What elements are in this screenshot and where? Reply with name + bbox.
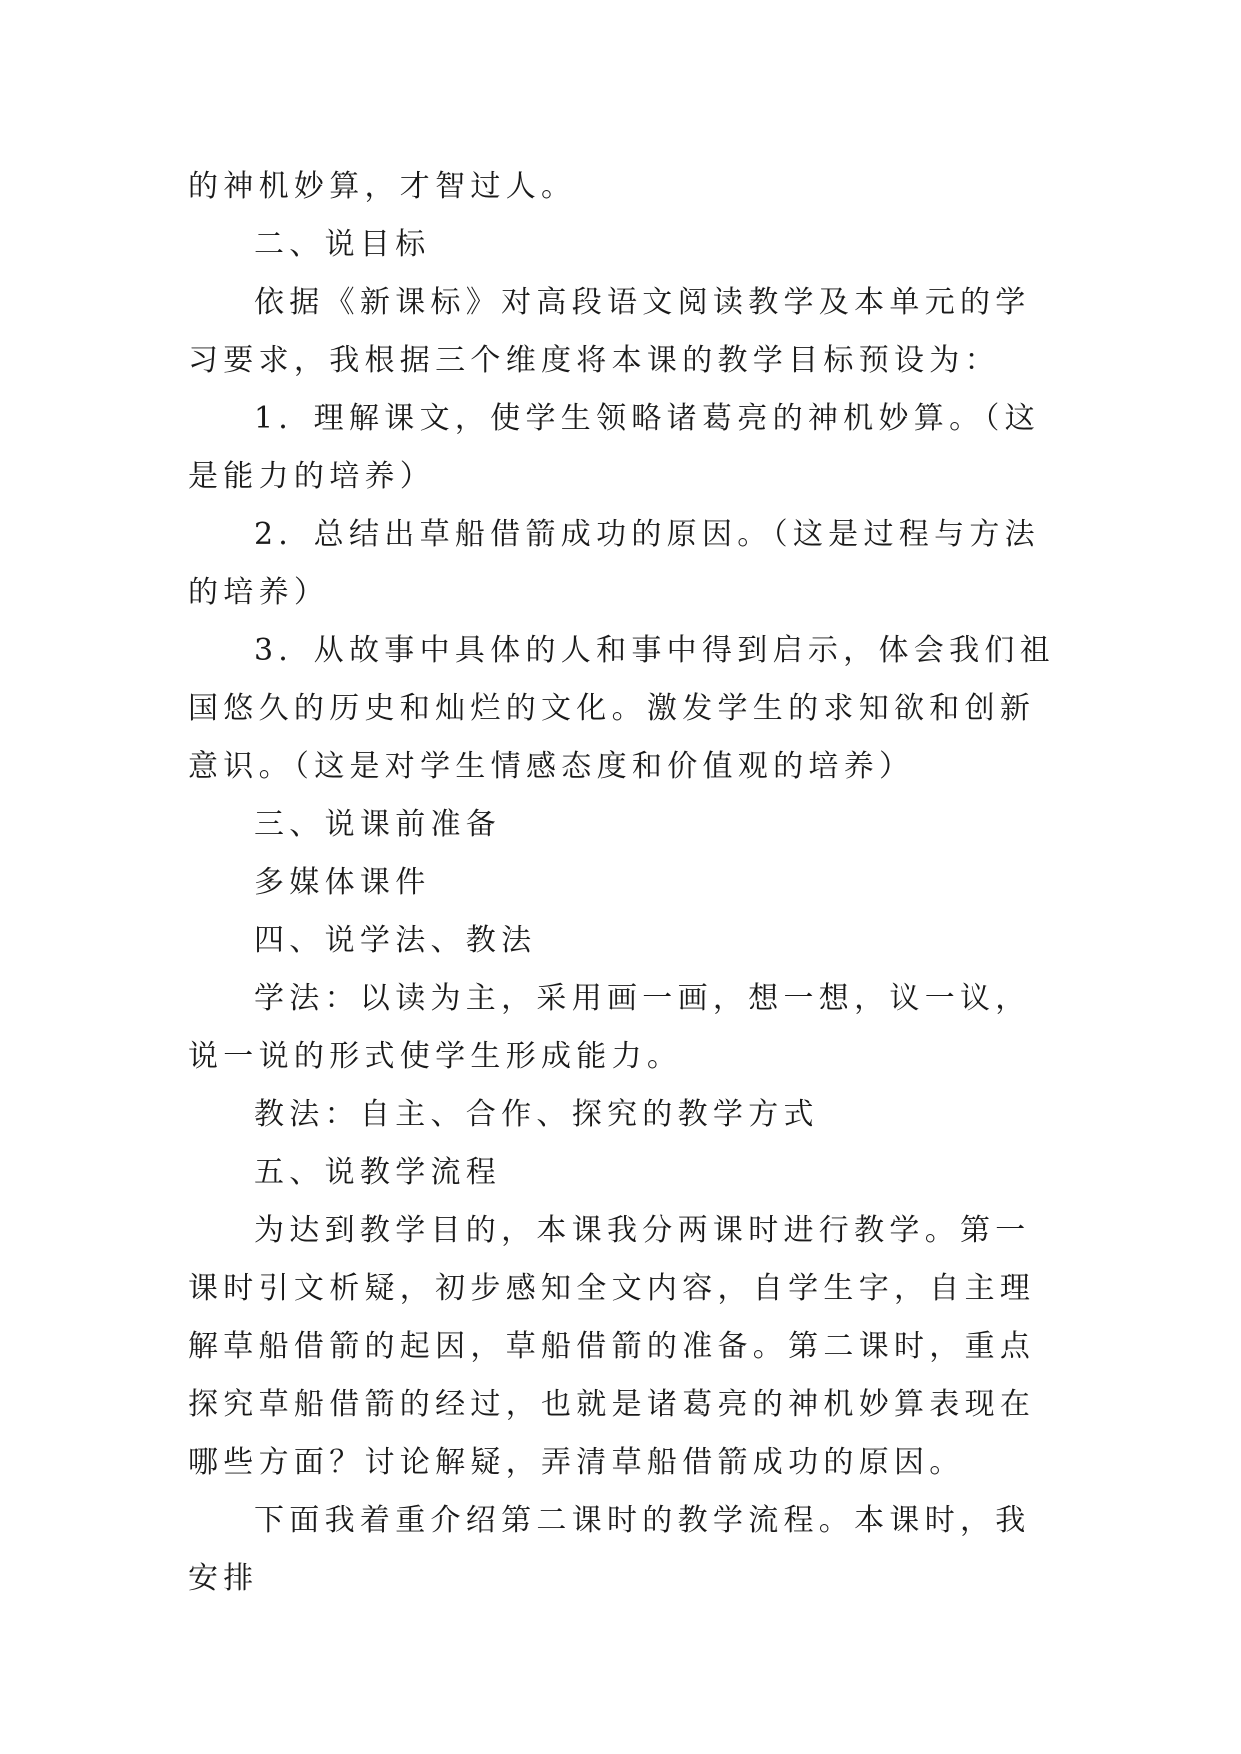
paragraph: 学法：以读为主，采用画一画，想一想，议一议，说一说的形式使学生形成能力。 [188, 981, 1031, 1074]
paragraph: 下面我着重介绍第二课时的教学流程。本课时，我安排 [188, 1503, 1031, 1596]
objective-item-3: 3．从故事中具体的人和事中得到启示，体会我们祖国悠久的历史和灿烂的文化。激发学生的求知欲和创新意识。（这是对学生情感态度和价值观的培养） [188, 633, 1055, 784]
document-body [188, 158, 1056, 1608]
objective-item-2: 2．总结出草船借箭成功的原因。（这是过程与方法的培养） [188, 517, 1040, 610]
section-heading-objectives: 二、说目标 [254, 227, 431, 262]
paragraph: 为达到教学目的，本课我分两课时进行教学。第一课时引文析疑，初步感知全文内容，自学生字，自主理解草船借箭的起因，草船借箭的准备。第二课时，重点探究草船借箭的经过，也就是诸葛亮的神机妙算表现在哪些方面？讨论解疑，弄清草船借箭成功的原因。 [188, 1213, 1036, 1480]
paragraph: 的神机妙算，才智过人。 [188, 169, 577, 204]
objective-item-1: 1．理解课文，使学生领略诸葛亮的神机妙算。（这是能力的培养） [188, 401, 1040, 494]
paragraph: 多媒体课件 [254, 865, 431, 900]
section-heading-preparation: 三、说课前准备 [254, 807, 502, 842]
section-heading-methods: 四、说学法、教法 [254, 923, 537, 958]
paragraph: 教法：自主、合作、探究的教学方式 [254, 1097, 819, 1132]
section-heading-process: 五、说教学流程 [254, 1155, 502, 1190]
paragraph: 依据《新课标》对高段语文阅读教学及本单元的学习要求，我根据三个维度将本课的教学目标预设为： [188, 285, 1031, 378]
